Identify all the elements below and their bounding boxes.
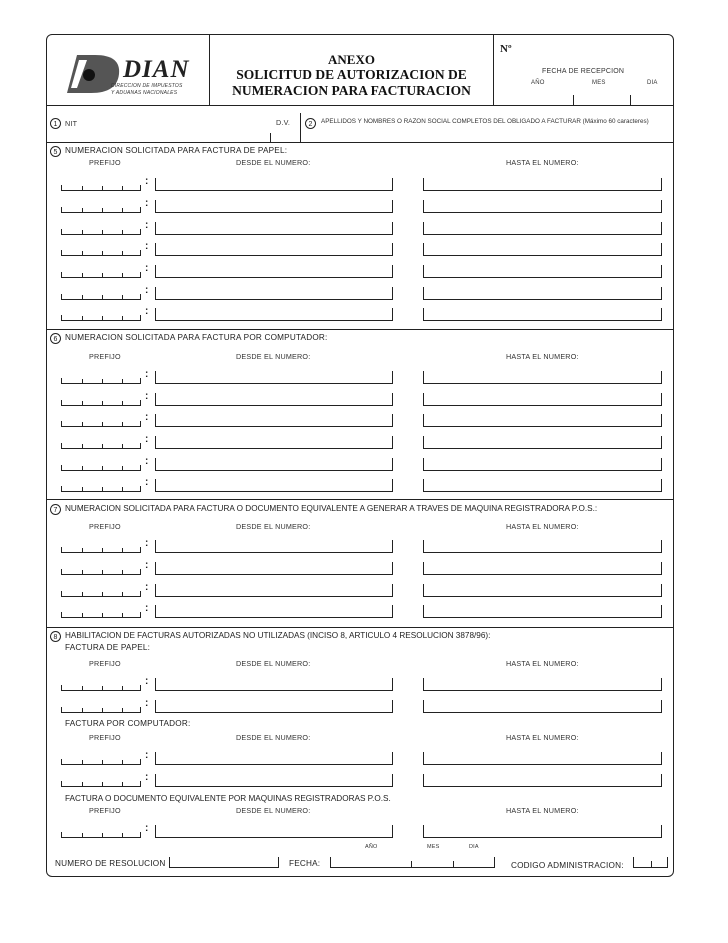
prefix-separator: : bbox=[145, 176, 149, 187]
desde-numero-field[interactable] bbox=[155, 200, 393, 213]
desde-numero-field[interactable] bbox=[155, 265, 393, 278]
fecha-anio-label: AÑO bbox=[531, 80, 545, 86]
section-5-title: NUMERACION SOLICITADA PARA FACTURA DE PAPEL: bbox=[65, 146, 288, 155]
prefix-separator: : bbox=[145, 560, 149, 571]
hasta-numero-field[interactable] bbox=[423, 825, 662, 838]
title-anexo: ANEXO bbox=[328, 52, 375, 67]
s8c-hasta-header: HASTA EL NUMERO: bbox=[506, 806, 579, 815]
prefix-separator: : bbox=[145, 306, 149, 317]
prefix-separator: : bbox=[145, 538, 149, 549]
hasta-numero-field[interactable] bbox=[423, 200, 662, 213]
hasta-numero-field[interactable] bbox=[423, 700, 662, 713]
prefijo-field[interactable] bbox=[61, 185, 141, 191]
hasta-numero-field[interactable] bbox=[423, 308, 662, 321]
prefix-separator: : bbox=[145, 603, 149, 614]
fecha-dia-label: DIA bbox=[647, 80, 658, 86]
prefix-separator: : bbox=[145, 285, 149, 296]
prefix-separator: : bbox=[145, 456, 149, 467]
desde-numero-field[interactable] bbox=[155, 414, 393, 427]
desde-numero-field[interactable] bbox=[155, 774, 393, 787]
apellidos-label[interactable]: APELLIDOS Y NOMBRES O RAZON SOCIAL COMPLETOS DEL OBLIGADO A FACTURAR (Máximo 60 caracteres) bbox=[321, 118, 649, 125]
header-bottom-rule bbox=[47, 105, 674, 106]
desde-numero-field[interactable] bbox=[155, 178, 393, 191]
logo-subtitle-2: Y ADUANAS NACIONALES bbox=[111, 90, 178, 96]
prefijo-field[interactable] bbox=[61, 315, 141, 321]
hasta-numero-field[interactable] bbox=[423, 562, 662, 575]
s8c-prefijo-header: PREFIJO bbox=[89, 806, 121, 815]
section-6-title: NUMERACION SOLICITADA PARA FACTURA POR COMPUTADOR: bbox=[65, 333, 328, 342]
hasta-numero-field[interactable] bbox=[423, 222, 662, 235]
desde-numero-field[interactable] bbox=[155, 562, 393, 575]
prefix-separator: : bbox=[145, 241, 149, 252]
s7-desde-header: DESDE EL NUMERO: bbox=[236, 522, 311, 531]
hasta-numero-field[interactable] bbox=[423, 287, 662, 300]
prefijo-field[interactable] bbox=[61, 569, 141, 575]
s6-hasta-header: HASTA EL NUMERO: bbox=[506, 352, 579, 361]
s8b-desde-header: DESDE EL NUMERO: bbox=[236, 733, 311, 742]
desde-numero-field[interactable] bbox=[155, 678, 393, 691]
desde-numero-field[interactable] bbox=[155, 605, 393, 618]
dv-tick bbox=[270, 133, 271, 142]
desde-numero-field[interactable] bbox=[155, 825, 393, 838]
form-frame bbox=[46, 34, 674, 877]
hasta-numero-field[interactable] bbox=[423, 414, 662, 427]
footer-fecha-label: FECHA: bbox=[289, 859, 321, 868]
s8a-desde-header: DESDE EL NUMERO: bbox=[236, 659, 311, 668]
section-5-bottom-rule bbox=[47, 329, 674, 330]
prefix-separator: : bbox=[145, 772, 149, 783]
prefijo-field[interactable] bbox=[61, 465, 141, 471]
fecha-mes-label: MES bbox=[592, 80, 606, 86]
footer-fecha-field[interactable] bbox=[330, 857, 495, 868]
numero-resolucion-label: NUMERO DE RESOLUCION bbox=[55, 859, 166, 868]
s8c-desde-header: DESDE EL NUMERO: bbox=[236, 806, 311, 815]
s8a-hasta-header: HASTA EL NUMERO: bbox=[506, 659, 579, 668]
hasta-numero-field[interactable] bbox=[423, 584, 662, 597]
s8-sub-papel: FACTURA DE PAPEL: bbox=[65, 643, 151, 652]
footer-dia-label: DIA bbox=[469, 844, 479, 850]
hasta-numero-field[interactable] bbox=[423, 774, 662, 787]
title-line-3: NUMERACION PARA FACTURACION bbox=[232, 83, 471, 98]
s6-desde-header: DESDE EL NUMERO: bbox=[236, 352, 311, 361]
s8-sub-computador: FACTURA POR COMPUTADOR: bbox=[65, 719, 191, 728]
ident-bottom-rule bbox=[47, 142, 674, 143]
prefix-separator: : bbox=[145, 412, 149, 423]
hasta-numero-field[interactable] bbox=[423, 752, 662, 765]
prefijo-field[interactable] bbox=[61, 832, 141, 838]
prefix-separator: : bbox=[145, 263, 149, 274]
prefix-separator: : bbox=[145, 676, 149, 687]
desde-numero-field[interactable] bbox=[155, 458, 393, 471]
s8a-prefijo-header: PREFIJO bbox=[89, 659, 121, 668]
prefijo-field[interactable] bbox=[61, 759, 141, 765]
section-7-bottom-rule bbox=[47, 627, 674, 628]
form-number-label: Nº bbox=[500, 43, 512, 55]
hasta-numero-field[interactable] bbox=[423, 678, 662, 691]
codigo-administracion-label: CODIGO ADMINISTRACION: bbox=[511, 861, 624, 870]
ident-divider bbox=[300, 113, 301, 143]
section-7-title: NUMERACION SOLICITADA PARA FACTURA O DOCUMENTO EQUIVALENTE A GENERAR A TRAVES DE MAQUINA REGISTRADORA P.O.S.: bbox=[65, 504, 598, 513]
desde-numero-field[interactable] bbox=[155, 584, 393, 597]
title-line-2: SOLICITUD DE AUTORIZACION DE bbox=[236, 67, 467, 82]
prefijo-field[interactable] bbox=[61, 486, 141, 492]
hasta-numero-field[interactable] bbox=[423, 479, 662, 492]
prefijo-field[interactable] bbox=[61, 612, 141, 618]
desde-numero-field[interactable] bbox=[155, 479, 393, 492]
desde-numero-field[interactable] bbox=[155, 371, 393, 384]
fecha-recepcion-label: FECHA DE RECEPCION bbox=[542, 68, 625, 75]
desde-numero-field[interactable] bbox=[155, 393, 393, 406]
prefix-separator: : bbox=[145, 391, 149, 402]
prefijo-field[interactable] bbox=[61, 591, 141, 597]
header-divider-right bbox=[493, 35, 494, 105]
section-number-8: 8 bbox=[50, 631, 61, 642]
prefijo-field[interactable] bbox=[61, 421, 141, 427]
s5-prefijo-header: PREFIJO bbox=[89, 158, 121, 167]
prefix-separator: : bbox=[145, 582, 149, 593]
hasta-numero-field[interactable] bbox=[423, 458, 662, 471]
prefix-separator: : bbox=[145, 750, 149, 761]
s5-desde-header: DESDE EL NUMERO: bbox=[236, 158, 311, 167]
prefijo-field[interactable] bbox=[61, 443, 141, 449]
s7-prefijo-header: PREFIJO bbox=[89, 522, 121, 531]
prefijo-field[interactable] bbox=[61, 400, 141, 406]
s8b-hasta-header: HASTA EL NUMERO: bbox=[506, 733, 579, 742]
fecha-tick-1 bbox=[573, 95, 574, 105]
s8-sub-pos: FACTURA O DOCUMENTO EQUIVALENTE POR MAQUINAS REGISTRADORAS P.O.S. bbox=[65, 794, 391, 803]
prefijo-field[interactable] bbox=[61, 294, 141, 300]
prefix-separator: : bbox=[145, 434, 149, 445]
desde-numero-field[interactable] bbox=[155, 752, 393, 765]
prefijo-field[interactable] bbox=[61, 272, 141, 278]
desde-numero-field[interactable] bbox=[155, 287, 393, 300]
s5-hasta-header: HASTA EL NUMERO: bbox=[506, 158, 579, 167]
desde-numero-field[interactable] bbox=[155, 540, 393, 553]
section-8-title: HABILITACION DE FACTURAS AUTORIZADAS NO UTILIZADAS (INCISO 8, ARTICULO 4 RESOLUCION 3878/96): bbox=[65, 631, 491, 640]
desde-numero-field[interactable] bbox=[155, 222, 393, 235]
desde-numero-field[interactable] bbox=[155, 700, 393, 713]
numero-resolucion-field[interactable] bbox=[169, 857, 279, 868]
desde-numero-field[interactable] bbox=[155, 243, 393, 256]
prefijo-field[interactable] bbox=[61, 707, 141, 713]
prefijo-field[interactable] bbox=[61, 229, 141, 235]
section-number-7: 7 bbox=[50, 504, 61, 515]
prefijo-field[interactable] bbox=[61, 781, 141, 787]
prefix-separator: : bbox=[145, 477, 149, 488]
prefix-separator: : bbox=[145, 220, 149, 231]
hasta-numero-field[interactable] bbox=[423, 436, 662, 449]
prefijo-field[interactable] bbox=[61, 250, 141, 256]
fecha-tick-2 bbox=[630, 95, 631, 105]
section-number-6: 6 bbox=[50, 333, 61, 344]
footer-mes-label: MES bbox=[427, 844, 440, 850]
prefix-separator: : bbox=[145, 198, 149, 209]
section-6-bottom-rule bbox=[47, 499, 674, 500]
section-number-5: 5 bbox=[50, 146, 61, 157]
footer-anio-label: AÑO bbox=[365, 844, 378, 850]
dv-label[interactable]: D.V. bbox=[276, 118, 291, 127]
hasta-numero-field[interactable] bbox=[423, 605, 662, 618]
s8b-prefijo-header: PREFIJO bbox=[89, 733, 121, 742]
section-number-1: 1 bbox=[50, 118, 61, 129]
hasta-numero-field[interactable] bbox=[423, 265, 662, 278]
hasta-numero-field[interactable] bbox=[423, 540, 662, 553]
prefijo-field[interactable] bbox=[61, 685, 141, 691]
section-number-2: 2 bbox=[305, 118, 316, 129]
prefix-separator: : bbox=[145, 823, 149, 834]
desde-numero-field[interactable] bbox=[155, 436, 393, 449]
nit-label[interactable]: NIT bbox=[65, 119, 78, 128]
codigo-administracion-field[interactable] bbox=[633, 857, 668, 868]
prefijo-field[interactable] bbox=[61, 378, 141, 384]
logo-text: DIAN bbox=[123, 56, 190, 83]
hasta-numero-field[interactable] bbox=[423, 178, 662, 191]
prefijo-field[interactable] bbox=[61, 207, 141, 213]
hasta-numero-field[interactable] bbox=[423, 393, 662, 406]
desde-numero-field[interactable] bbox=[155, 308, 393, 321]
logo-subtitle-1: DIRECCION DE IMPUESTOS bbox=[111, 83, 183, 89]
prefijo-field[interactable] bbox=[61, 547, 141, 553]
s6-prefijo-header: PREFIJO bbox=[89, 352, 121, 361]
prefix-separator: : bbox=[145, 369, 149, 380]
hasta-numero-field[interactable] bbox=[423, 243, 662, 256]
s7-hasta-header: HASTA EL NUMERO: bbox=[506, 522, 579, 531]
hasta-numero-field[interactable] bbox=[423, 371, 662, 384]
prefix-separator: : bbox=[145, 698, 149, 709]
